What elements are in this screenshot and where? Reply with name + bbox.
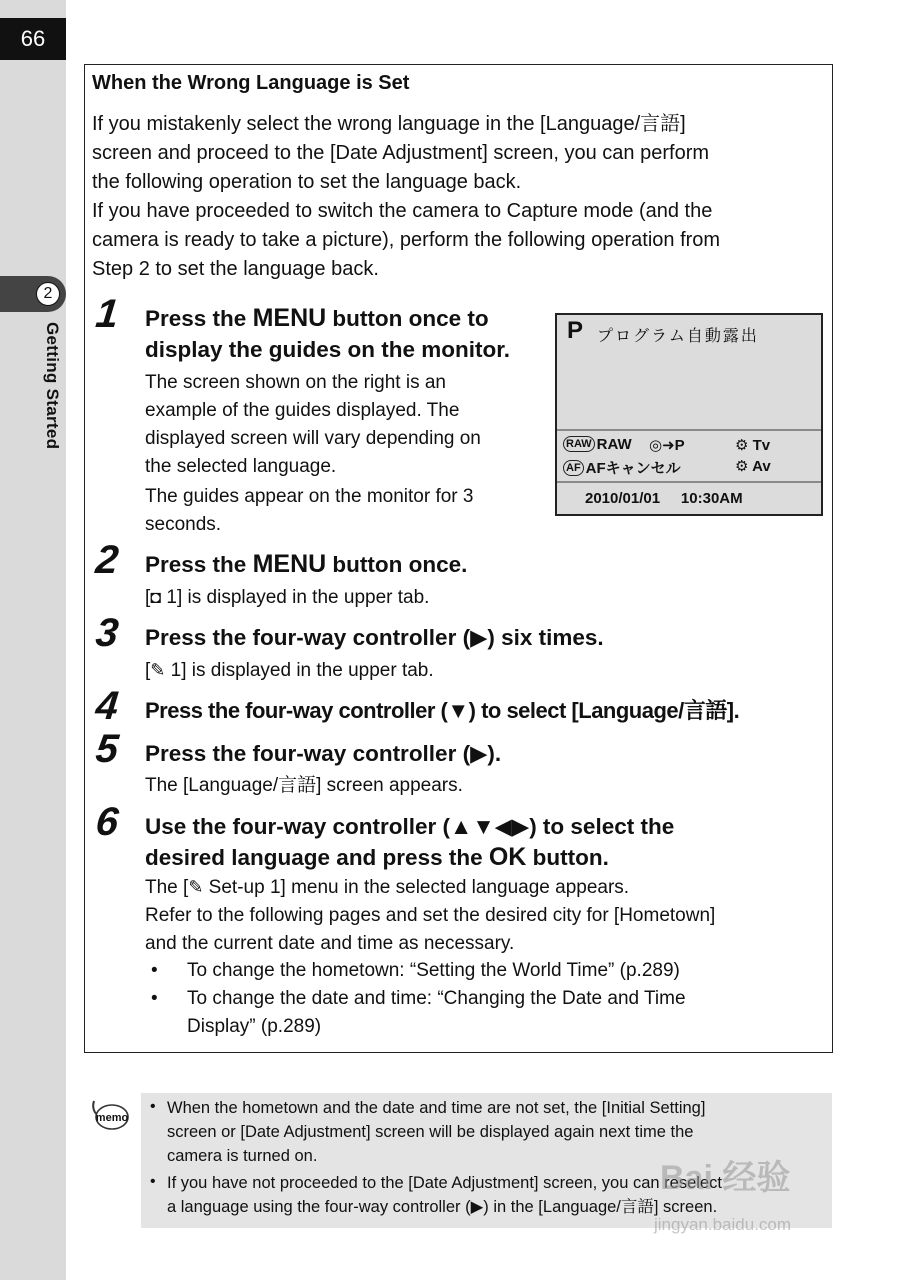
step-4-number: 4 [93,684,121,728]
intro-line: camera is ready to take a picture), perform the following operation from [92,229,721,251]
memo-line: camera is turned on. [167,1147,318,1165]
ok-key-label: OK [488,843,527,871]
baidu-watermark-url: jingyan.baidu.com [654,1215,792,1234]
step-3-number: 3 [93,611,121,655]
box-intro [92,110,827,284]
bullet-dot: • [151,988,158,1009]
step-2-title [145,549,467,580]
page-number: 66 [0,18,66,60]
step-3-title: Press the four-way controller (▶) six times. [145,625,604,650]
menu-key-label: MENU [252,304,327,332]
step-6-title-line1: Use the four-way controller (▲▼◀▶) to select the [145,814,675,839]
step-3-text: 1] is displayed in the upper tab. [165,660,434,681]
baidu-watermark: Bai 经验 [660,1159,791,1197]
step-6-line [145,873,825,902]
wrench-icon: ✎ [188,877,204,897]
guide-av [735,457,771,475]
step-5-number: 5 [93,727,121,771]
intro-line: If you have proceeded to switch the camera to Capture mode (and the [92,200,713,222]
memo-line: When the hometown and the date and time are not set, the [Initial Setting] [167,1099,706,1117]
bullet-text: To change the hometown: “Setting the World Time” (p.289) [187,960,680,981]
step-2-title-a: Press the [145,552,253,577]
step-6-line: Refer to the following pages and set the desired city for [Hometown] [145,905,716,926]
green-button-guide: ◎➜P [649,437,685,454]
step-1-title-b: button once to [326,306,489,331]
step-1-line: the selected language. [145,456,337,477]
step-6-number: 6 [93,800,121,844]
step-1-line: seconds. [145,514,222,535]
raw-label: RAW [596,436,632,453]
camera-guide-screen [555,313,823,516]
chapter-number: 2 [36,282,60,306]
bullet-dot: • [150,1173,156,1190]
memo-icon-label: memo [95,1112,129,1124]
step-2-title-b: button once. [326,552,468,577]
memo-icon [90,1097,130,1133]
bullet-item [151,985,804,1041]
guide-row-af [563,457,681,478]
step-1-title [145,303,510,365]
step-6-title-b: button. [526,845,609,870]
memo-line: screen or [Date Adjustment] screen will be displayed again next time the [167,1123,694,1141]
bracket: [ [145,660,151,681]
step-1-title-a: Press the [145,306,253,331]
step-6-title-a: desired language and press the [145,845,489,870]
chapter-label: Getting Started [43,322,62,450]
step-5-title: Press the four-way controller (▶). [145,741,502,766]
bracket: [ [145,587,151,608]
tv-label: Tv [752,437,771,454]
af-button-icon: AF [563,460,584,476]
intro-line: screen and proceed to the [Date Adjustment] screen, you can perform [92,142,710,164]
date-time [585,490,743,507]
step-1-line: The guides appear on the monitor for 3 [145,486,474,507]
front-dial-icon: ⚙ [735,437,749,454]
raw-button-icon: RAW [563,436,595,452]
time-value: 10:30AM [680,490,743,507]
step-3-body [145,656,434,685]
step-6-line: and the current date and time as necessary. [145,933,515,954]
memo-line: If you have not proceeded to the [Date Adjustment] screen, you can reselect [167,1174,722,1192]
screen-divider [557,429,821,431]
step-6-title [145,811,674,873]
step-1-line: example of the guides displayed. The [145,400,460,421]
step-4-title: Press the four-way controller (▼) to select [Language/言語]. [145,698,740,723]
date-value: 2010/01/01 [585,490,661,507]
box-title: When the Wrong Language is Set [92,72,410,94]
av-label: Av [752,458,771,475]
screen-divider [557,481,821,483]
step-1-line: displayed screen will vary depending on [145,428,481,449]
side-margin-strip [0,0,66,1280]
af-label: AFキャンセル [585,460,681,477]
menu-key-label: MENU [252,550,327,578]
bullet-item [151,957,804,985]
guide-row-raw [563,436,632,453]
intro-line: If you mistakenly select the wrong language in the [Language/言語] [92,113,686,135]
step-5-body: The [Language/言語] screen appears. [145,775,463,796]
step-1-line: The screen shown on the right is an [145,372,447,393]
step-6-text-a: The [ [145,877,189,898]
step-1-body [145,369,545,539]
bullet-text [187,985,804,1041]
intro-line: Step 2 to set the language back. [92,258,379,280]
memo-line: a language using the four-way controller (▶) in the [Language/言語] screen. [167,1198,718,1216]
step-1-number: 1 [93,292,121,336]
bullet-line: Display” (p.289) [187,1016,322,1037]
bullet-line: To change the date and time: “Changing the Date and Time [187,988,686,1009]
mode-letter: P [567,317,584,344]
step-6-text-b: Set-up 1] menu in the selected language appears. [203,877,630,898]
step-6-bullets [151,957,804,1041]
bullet-dot: • [150,1098,156,1115]
mode-name: プログラム自動露出 [597,328,759,345]
step-2-text: 1] is displayed in the upper tab. [161,587,430,608]
rear-dial-icon: ⚙ [735,458,749,475]
step-6-body [145,873,825,958]
bullet-dot: • [151,960,158,981]
step-1-title-line2: display the guides on the monitor. [145,337,511,362]
wrench-icon: ✎ [150,660,166,680]
step-2-number: 2 [93,538,121,582]
guide-tv [735,436,770,454]
intro-line: the following operation to set the language back. [92,171,522,193]
camera-tab-icon: ◘ [150,587,162,607]
step-2-body [145,583,429,612]
